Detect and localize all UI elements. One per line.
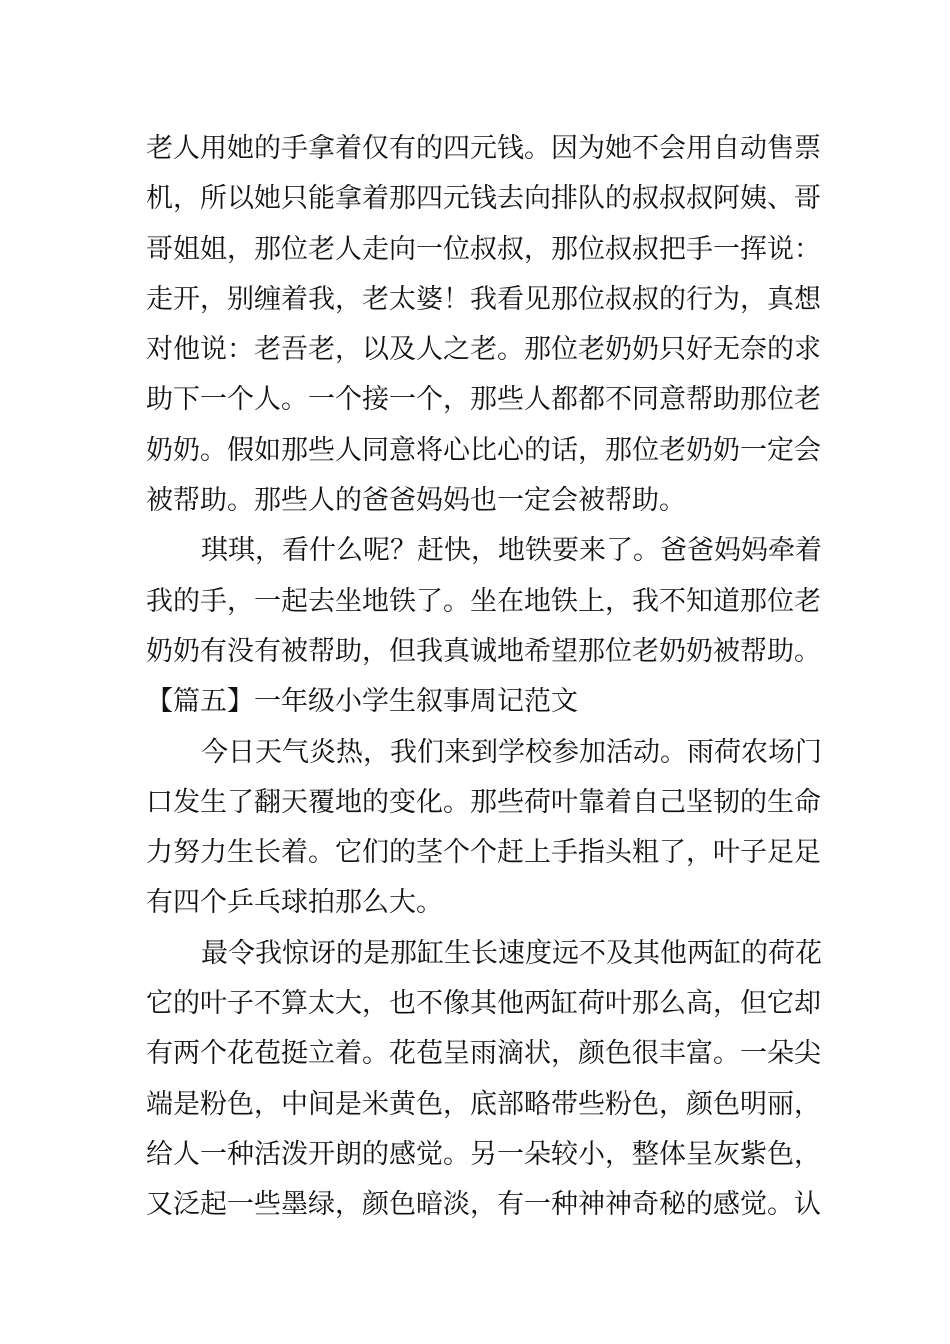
text-line: 走开，别缠着我，老太婆！我看见那位叔叔的行为，真想	[146, 283, 821, 315]
text-line: 最令我惊讶的是那缸生长速度远不及其他两缸的荷花	[201, 937, 822, 969]
text-line: 奶奶有没有被帮助，但我真诚地希望那位老奶奶被帮助。	[146, 635, 821, 667]
text-line: 力努力生长着。它们的茎个个赶上手指头粗了，叶子足足	[146, 837, 821, 869]
text-line: 被帮助。那些人的爸爸妈妈也一定会被帮助。	[146, 485, 686, 517]
paragraph	[146, 526, 822, 677]
text-line: 今日天气炎热，我们来到学校参加活动。雨荷农场门	[201, 736, 822, 768]
text-line: 我的手，一起去坐地铁了。坐在地铁上，我不知道那位老	[146, 585, 821, 617]
text-line: 给人一种活泼开朗的感觉。另一朵较小，整体呈灰紫色，	[146, 1138, 821, 1170]
text-line: 端是粉色，中间是米黄色，底部略带些粉色，颜色明丽，	[146, 1088, 821, 1120]
text-line: 哥姐姐，那位老人走向一位叔叔，那位叔叔把手一挥说：	[146, 233, 821, 265]
text-line: 机，所以她只能拿着那四元钱去向排队的叔叔叔阿姨、哥	[146, 183, 821, 215]
text-line: 又泛起一些墨绿，颜色暗淡，有一种神神奇秘的感觉。认	[146, 1189, 821, 1221]
paragraph	[146, 929, 822, 1231]
text-line: 有两个花苞挺立着。花苞呈雨滴状，颜色很丰富。一朵尖	[146, 1038, 821, 1070]
section-heading	[146, 677, 810, 727]
section-heading-text: 【篇五】一年级小学生叙事周记范文	[146, 686, 578, 718]
paragraph	[146, 124, 821, 526]
text-line: 它的叶子不算太大，也不像其他两缸荷叶那么高，但它却	[146, 988, 821, 1020]
text-line: 口发生了翻天覆地的变化。那些荷叶靠着自己坚韧的生命	[146, 786, 821, 818]
paragraph	[146, 728, 822, 929]
text-line: 奶奶。假如那些人同意将心比心的话，那位老奶奶一定会	[146, 434, 821, 466]
text-line: 对他说：老吾老，以及人之老。那位老奶奶只好无奈的求	[146, 334, 821, 366]
text-line: 助下一个人。一个接一个，那些人都都不同意帮助那位老	[146, 384, 821, 416]
text-line: 琪琪，看什么呢？赶快，地铁要来了。爸爸妈妈牵着	[201, 535, 822, 567]
document-body	[146, 124, 822, 1231]
text-line: 有四个乒乓球拍那么大。	[146, 887, 443, 919]
text-line: 老人用她的手拿着仅有的四元钱。因为她不会用自动售票	[146, 133, 821, 164]
